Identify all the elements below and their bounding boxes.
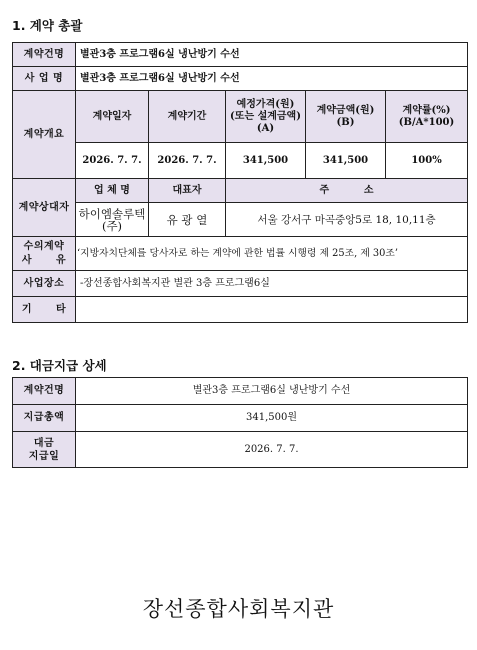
party-header-company: 업 체 명 xyxy=(76,179,149,203)
overview-contract-amount: 341,500 xyxy=(306,143,386,179)
private-contract-label: 수의계약 사 유 xyxy=(13,237,76,271)
contract-name-value: 별관3층 프로그램6실 냉난방기 수선 xyxy=(76,43,468,67)
overview-header-contract-amount: 계약금액(원) (B) xyxy=(306,91,386,143)
overview-label: 계약개요 xyxy=(13,91,76,179)
overview-header-rate: 계약률(%) (B/A*100) xyxy=(386,91,468,143)
contract-name-label: 계약건명 xyxy=(13,43,76,67)
organization-name: 장선종합사회복지관 xyxy=(142,597,335,621)
section1-title: 1. 계약 총괄 xyxy=(12,18,83,33)
party-header-address: 주 소 xyxy=(226,179,468,203)
payment-row-label: 계약건명 xyxy=(13,378,76,405)
project-label: 사 업 명 xyxy=(13,67,76,91)
private-contract-reason: ‘지방자치단체를 당사자로 하는 계약에 관한 법률 시행령 제 25조, 제 30조’ xyxy=(76,237,468,271)
overview-date: 2026. 7. 7. xyxy=(76,143,149,179)
site-value: -장선종합사회복지관 별관 3층 프로그램6실 xyxy=(76,271,468,297)
contract-summary-table xyxy=(12,42,468,323)
site-label: 사업장소 xyxy=(13,271,76,297)
party-company: 하이엠솔루텍 (주) xyxy=(76,203,149,237)
overview-header-date: 계약일자 xyxy=(76,91,149,143)
payment-row-label: 대금 지급일 xyxy=(13,432,76,468)
party-header-representative: 대표자 xyxy=(149,179,226,203)
etc-label: 기 타 xyxy=(13,297,76,323)
payment-row-value: 별관3층 프로그램6실 냉난방기 수선 xyxy=(76,378,468,405)
section2-title: 2. 대금지급 상세 xyxy=(12,358,107,373)
overview-estimated-price: 341,500 xyxy=(226,143,306,179)
payment-row-label: 지급총액 xyxy=(13,405,76,432)
overview-period: 2026. 7. 7. xyxy=(149,143,226,179)
overview-rate: 100% xyxy=(386,143,468,179)
overview-header-estimated-price: 예정가격(원) (또는 설계금액) (A) xyxy=(226,91,306,143)
party-address: 서울 강서구 마곡중앙5로 18, 10,11층 xyxy=(226,203,468,237)
payment-detail-table xyxy=(12,377,468,468)
payment-row-value: 341,500원 xyxy=(76,405,468,432)
overview-header-period: 계약기간 xyxy=(149,91,226,143)
project-value: 별관3층 프로그램6실 냉난방기 수선 xyxy=(76,67,468,91)
party-representative: 유 광 열 xyxy=(149,203,226,237)
etc-value xyxy=(76,297,468,323)
payment-row-value: 2026. 7. 7. xyxy=(76,432,468,468)
party-label: 계약상대자 xyxy=(13,179,76,237)
